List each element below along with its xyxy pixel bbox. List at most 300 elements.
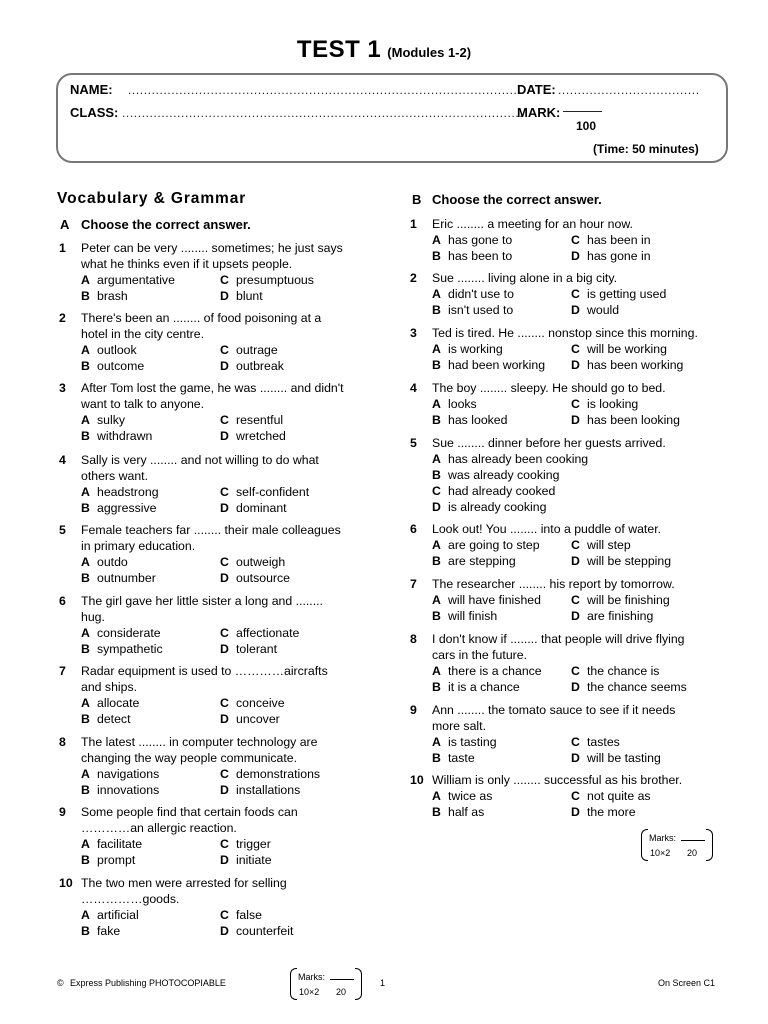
- question-stem-line: The girl gave her little sister a long and ........: [81, 594, 323, 608]
- option-a[interactable]: [432, 788, 492, 804]
- question-number: 10: [410, 773, 424, 787]
- option-text: are finishing: [587, 609, 654, 623]
- question-stem-line: Sue ........ dinner before her guests arrived.: [432, 436, 666, 450]
- option-text: isn't used to: [448, 303, 514, 317]
- option-d[interactable]: [571, 804, 636, 820]
- date-label: DATE:: [517, 82, 556, 97]
- option-text: prompt: [97, 853, 136, 867]
- option-text: blunt: [236, 289, 263, 303]
- option-text: it is a chance: [448, 680, 520, 694]
- class-field[interactable]: ......................................................................................................: [122, 106, 524, 120]
- option-text: resentful: [236, 413, 284, 427]
- question-stem: [81, 380, 369, 412]
- option-letter: B: [432, 805, 441, 819]
- copyright-symbol: ©: [57, 978, 64, 988]
- option-letter: A: [432, 397, 441, 411]
- option-text: the more: [587, 805, 636, 819]
- option-b[interactable]: [432, 357, 545, 373]
- option-c[interactable]: [571, 734, 620, 750]
- option-a[interactable]: [81, 836, 142, 852]
- option-letter: B: [81, 712, 90, 726]
- option-c[interactable]: [220, 836, 271, 852]
- option-d[interactable]: [220, 570, 290, 586]
- question-stem-line: Some people find that certain foods can: [81, 805, 298, 819]
- option-letter: D: [220, 783, 229, 797]
- option-a[interactable]: [432, 537, 540, 553]
- option-text: tastes: [587, 735, 620, 749]
- option-text: had been working: [448, 358, 546, 372]
- question-number: 9: [59, 805, 66, 819]
- option-c[interactable]: [571, 537, 631, 553]
- option-text: had already cooked: [448, 484, 556, 498]
- option-text: withdrawn: [97, 429, 153, 443]
- option-d[interactable]: [220, 782, 300, 798]
- option-d[interactable]: [220, 641, 277, 657]
- option-letter: D: [220, 924, 229, 938]
- question-stem-line: Peter can be very ........ sometimes; he just says: [81, 241, 343, 255]
- option-letter: B: [432, 358, 441, 372]
- question-stem: [81, 734, 369, 766]
- marks-total: 20: [336, 987, 347, 997]
- option-text: will step: [587, 538, 631, 552]
- option-letter: C: [220, 343, 229, 357]
- option-c[interactable]: [220, 272, 314, 288]
- option-letter: D: [571, 805, 580, 819]
- question-number: 2: [410, 271, 417, 285]
- mark-field[interactable]: ———: [563, 103, 602, 118]
- option-c[interactable]: [571, 396, 638, 412]
- option-letter: C: [571, 735, 580, 749]
- option-text: has been to: [448, 249, 513, 263]
- option-c[interactable]: [571, 232, 651, 248]
- option-letter: D: [571, 249, 580, 263]
- option-text: false: [236, 908, 262, 922]
- option-text: taste: [448, 751, 475, 765]
- option-letter: A: [81, 343, 90, 357]
- option-d[interactable]: [571, 608, 653, 624]
- option-a[interactable]: [81, 342, 137, 358]
- question-stem: [432, 435, 730, 451]
- option-b[interactable]: [432, 608, 497, 624]
- question-stem-line: in primary education.: [81, 539, 196, 553]
- option-text: there is a chance: [448, 664, 542, 678]
- option-letter: A: [432, 593, 441, 607]
- option-letter: A: [432, 789, 441, 803]
- option-letter: C: [571, 593, 580, 607]
- option-a[interactable]: [81, 412, 125, 428]
- option-a[interactable]: [81, 907, 139, 923]
- option-text: is already cooking: [448, 500, 547, 514]
- option-text: sulky: [97, 413, 126, 427]
- option-letter: B: [432, 751, 441, 765]
- option-letter: D: [220, 429, 229, 443]
- question-stem: [81, 240, 369, 272]
- option-d[interactable]: [571, 553, 671, 569]
- question-stem-line: Ann ........ the tomato sauce to see if it needs: [432, 703, 676, 717]
- option-letter: C: [571, 789, 580, 803]
- option-d[interactable]: [220, 923, 293, 939]
- option-text: has been working: [587, 358, 684, 372]
- option-text: demonstrations: [236, 767, 321, 781]
- question-stem: [432, 702, 730, 734]
- option-text: argumentative: [97, 273, 175, 287]
- question-number: 8: [59, 735, 66, 749]
- option-a[interactable]: [81, 484, 159, 500]
- name-field[interactable]: ....................................................................................................: [128, 83, 522, 97]
- option-letter: A: [432, 342, 441, 356]
- question-stem-line: ……………goods.: [81, 892, 180, 906]
- option-text: are stepping: [448, 554, 516, 568]
- option-b[interactable]: [81, 711, 131, 727]
- option-letter: A: [81, 767, 90, 781]
- option-b[interactable]: [432, 467, 559, 483]
- option-b[interactable]: [81, 852, 135, 868]
- option-letter: A: [81, 908, 90, 922]
- option-b[interactable]: [81, 288, 128, 304]
- option-letter: B: [81, 571, 90, 585]
- option-c[interactable]: [571, 592, 670, 608]
- option-text: the chance is: [587, 664, 660, 678]
- option-b[interactable]: [81, 641, 163, 657]
- option-text: has been in: [587, 233, 651, 247]
- option-a[interactable]: [432, 396, 477, 412]
- option-text: headstrong: [97, 485, 159, 499]
- option-text: trigger: [236, 837, 271, 851]
- option-c[interactable]: [220, 766, 320, 782]
- option-b[interactable]: [81, 500, 156, 516]
- option-text: will have finished: [448, 593, 541, 607]
- footer-marks-box: [290, 968, 362, 998]
- option-letter: D: [220, 642, 229, 656]
- option-letter: B: [81, 501, 90, 515]
- option-text: outrage: [236, 343, 278, 357]
- option-letter: C: [571, 287, 580, 301]
- question-stem-line: The latest ........ in computer technology are: [81, 735, 318, 749]
- option-text: will be tasting: [587, 751, 661, 765]
- option-d[interactable]: [220, 358, 284, 374]
- option-letter: A: [432, 664, 441, 678]
- marks-blank[interactable]: [681, 840, 705, 841]
- question-stem-line: others want.: [81, 469, 148, 483]
- option-c[interactable]: [220, 907, 262, 923]
- question-stem: [432, 216, 730, 232]
- option-letter: C: [571, 397, 580, 411]
- option-d[interactable]: [571, 302, 619, 318]
- option-c[interactable]: [220, 625, 299, 641]
- question-stem: [81, 310, 369, 342]
- option-letter: D: [571, 554, 580, 568]
- option-c[interactable]: [220, 342, 278, 358]
- question-stem: [432, 270, 730, 286]
- question-stem: [81, 804, 369, 836]
- question-stem: [432, 576, 730, 592]
- option-letter: B: [432, 249, 441, 263]
- option-letter: A: [81, 485, 90, 499]
- name-label: NAME:: [70, 82, 113, 97]
- question-number: 8: [410, 632, 417, 646]
- option-b[interactable]: [81, 782, 159, 798]
- marks-calc: 10×2: [299, 987, 320, 997]
- question-stem-line: The two men were arrested for selling: [81, 876, 287, 890]
- option-letter: A: [81, 626, 90, 640]
- option-letter: D: [571, 680, 580, 694]
- option-text: has already been cooking: [448, 452, 589, 466]
- question-stem-line: Female teachers far ........ their male colleagues: [81, 523, 341, 537]
- option-c[interactable]: [571, 341, 667, 357]
- question-stem-line: Sue ........ living alone in a big city.: [432, 271, 618, 285]
- option-letter: B: [432, 303, 441, 317]
- option-b[interactable]: [432, 248, 512, 264]
- question-stem-line: The boy ........ sleepy. He should go to bed.: [432, 381, 666, 395]
- marks-total: 20: [687, 848, 698, 858]
- option-a[interactable]: [432, 232, 512, 248]
- series-name: On Screen C1: [658, 978, 716, 988]
- option-text: didn't use to: [448, 287, 514, 301]
- option-text: looks: [448, 397, 477, 411]
- question-number: 4: [410, 381, 417, 395]
- option-letter: C: [220, 413, 229, 427]
- option-a[interactable]: [81, 695, 139, 711]
- option-a[interactable]: [432, 592, 541, 608]
- option-letter: D: [571, 413, 580, 427]
- question-stem-line: Look out! You ........ into a puddle of water.: [432, 522, 662, 536]
- option-a[interactable]: [432, 734, 497, 750]
- option-letter: C: [220, 837, 229, 851]
- option-letter: A: [81, 555, 90, 569]
- option-letter: C: [432, 484, 441, 498]
- option-text: self-confident: [236, 485, 310, 499]
- option-text: fake: [97, 924, 121, 938]
- option-letter: B: [81, 924, 90, 938]
- option-b[interactable]: [432, 553, 516, 569]
- section-heading: Vocabulary & Grammar: [57, 190, 247, 207]
- option-d[interactable]: [571, 357, 683, 373]
- page-number: 1: [380, 978, 386, 988]
- option-text: detect: [97, 712, 131, 726]
- option-d[interactable]: [220, 711, 280, 727]
- question-stem: [81, 452, 369, 484]
- test-title-text: TEST 1: [296, 36, 382, 63]
- option-text: has looked: [448, 413, 508, 427]
- question-stem-line: hug.: [81, 610, 105, 624]
- option-text: outcome: [97, 359, 145, 373]
- option-text: wretched: [236, 429, 286, 443]
- option-letter: B: [81, 783, 90, 797]
- option-c[interactable]: [571, 663, 659, 679]
- option-text: allocate: [97, 696, 140, 710]
- option-d[interactable]: [432, 499, 546, 515]
- option-text: are going to step: [448, 538, 540, 552]
- question-stem: [432, 631, 730, 663]
- question-number: 3: [59, 381, 66, 395]
- option-letter: B: [81, 853, 90, 867]
- option-b[interactable]: [81, 358, 144, 374]
- option-letter: C: [220, 485, 229, 499]
- option-letter: C: [220, 555, 229, 569]
- option-b[interactable]: [81, 923, 120, 939]
- option-c[interactable]: [220, 484, 309, 500]
- question-stem-line: There's been an ........ of food poisoning at a: [81, 311, 322, 325]
- option-b[interactable]: [432, 750, 475, 766]
- option-letter: C: [571, 233, 580, 247]
- option-letter: B: [432, 609, 441, 623]
- option-text: is tasting: [448, 735, 497, 749]
- question-stem-line: The researcher ........ his report by tomorrow.: [432, 577, 675, 591]
- option-letter: C: [220, 767, 229, 781]
- option-c[interactable]: [220, 554, 285, 570]
- question-stem-line: what he thinks even if it upsets people.: [81, 257, 293, 271]
- option-a[interactable]: [432, 286, 514, 302]
- option-letter: B: [432, 680, 441, 694]
- option-text: half as: [448, 805, 485, 819]
- option-letter: B: [81, 642, 90, 656]
- option-text: initiate: [236, 853, 272, 867]
- option-a[interactable]: [81, 554, 128, 570]
- question-number: 1: [410, 217, 417, 231]
- option-c[interactable]: [220, 695, 285, 711]
- option-text: is looking: [587, 397, 639, 411]
- question-number: 10: [59, 876, 73, 890]
- option-d[interactable]: [571, 750, 661, 766]
- option-text: outweigh: [236, 555, 286, 569]
- option-b[interactable]: [432, 679, 520, 695]
- question-number: 3: [410, 326, 417, 340]
- option-text: facilitate: [97, 837, 143, 851]
- option-d[interactable]: [571, 412, 680, 428]
- option-c[interactable]: [571, 286, 666, 302]
- option-letter: D: [220, 571, 229, 585]
- option-b[interactable]: [81, 428, 152, 444]
- question-number: 7: [410, 577, 417, 591]
- option-text: installations: [236, 783, 301, 797]
- option-a[interactable]: [81, 766, 159, 782]
- option-text: is working: [448, 342, 503, 356]
- option-d[interactable]: [220, 428, 286, 444]
- option-letter: C: [571, 664, 580, 678]
- option-d[interactable]: [571, 679, 687, 695]
- option-b[interactable]: [81, 570, 156, 586]
- option-c[interactable]: [432, 483, 555, 499]
- marks-blank[interactable]: [330, 979, 354, 980]
- question-stem: [81, 522, 369, 554]
- class-label: CLASS:: [70, 105, 119, 120]
- question-number: 2: [59, 311, 66, 325]
- option-letter: D: [220, 359, 229, 373]
- option-a[interactable]: [432, 663, 542, 679]
- option-text: is getting used: [587, 287, 667, 301]
- question-stem: [432, 380, 730, 396]
- question-stem-line: After Tom lost the game, he was ........ and didn't: [81, 381, 344, 395]
- option-text: outdo: [97, 555, 128, 569]
- question-number: 6: [59, 594, 66, 608]
- option-letter: D: [220, 853, 229, 867]
- option-letter: A: [81, 413, 90, 427]
- left-bracket: [641, 829, 648, 861]
- option-letter: D: [571, 303, 580, 317]
- option-letter: A: [81, 273, 90, 287]
- option-d[interactable]: [220, 852, 272, 868]
- mark-total: 100: [576, 119, 597, 133]
- part-b-marks-box: [641, 829, 713, 859]
- option-letter: C: [220, 696, 229, 710]
- option-c[interactable]: [220, 412, 283, 428]
- option-text: has been looking: [587, 413, 680, 427]
- option-text: affectionate: [236, 626, 300, 640]
- option-text: the chance seems: [587, 680, 687, 694]
- question-number: 4: [59, 453, 66, 467]
- option-letter: D: [220, 501, 229, 515]
- option-a[interactable]: [432, 341, 503, 357]
- option-letter: A: [432, 452, 441, 466]
- question-stem-line: William is only ........ successful as his brother.: [432, 773, 683, 787]
- modules-label: (Modules 1-2): [387, 45, 472, 60]
- marks-label: Marks:: [649, 833, 676, 843]
- option-text: will finish: [448, 609, 498, 623]
- option-a[interactable]: [81, 625, 161, 641]
- question-stem-line: changing the way people communicate.: [81, 751, 298, 765]
- question-number: 1: [59, 241, 66, 255]
- option-text: aggressive: [97, 501, 157, 515]
- option-text: counterfeit: [236, 924, 294, 938]
- option-b[interactable]: [432, 412, 507, 428]
- option-a[interactable]: [432, 451, 588, 467]
- option-text: outnumber: [97, 571, 156, 585]
- part-a-letter: A: [60, 217, 70, 232]
- option-text: has gone in: [587, 249, 651, 263]
- option-letter: D: [432, 500, 441, 514]
- question-stem-line: Ted is tired. He ........ nonstop since this morning.: [432, 326, 698, 340]
- question-stem-line: cars in the future.: [432, 648, 528, 662]
- option-d[interactable]: [571, 248, 651, 264]
- part-a-instruction: Choose the correct answer.: [81, 217, 251, 232]
- question-number: 7: [59, 664, 66, 678]
- marks-calc: 10×2: [650, 848, 671, 858]
- question-stem-line: want to talk to anyone.: [81, 397, 205, 411]
- option-letter: B: [432, 554, 441, 568]
- option-d[interactable]: [220, 288, 263, 304]
- date-field[interactable]: ....................................: [558, 83, 700, 97]
- part-b-letter: B: [412, 192, 422, 207]
- option-a[interactable]: [81, 272, 175, 288]
- option-letter: D: [220, 712, 229, 726]
- option-text: would: [587, 303, 620, 317]
- option-text: conceive: [236, 696, 285, 710]
- question-stem: [432, 521, 730, 537]
- mark-label: MARK:: [517, 105, 561, 120]
- option-d[interactable]: [220, 500, 287, 516]
- option-letter: A: [432, 287, 441, 301]
- question-stem: [432, 325, 730, 341]
- question-stem-line: …………an allergic reaction.: [81, 821, 237, 835]
- option-text: navigations: [97, 767, 160, 781]
- left-bracket: [290, 968, 297, 1000]
- option-text: will be working: [587, 342, 667, 356]
- question-stem-line: and ships.: [81, 680, 138, 694]
- option-text: has gone to: [448, 233, 513, 247]
- question-stem: [81, 593, 369, 625]
- question-stem-line: Eric ........ a meeting for an hour now.: [432, 217, 633, 231]
- option-text: will be finishing: [587, 593, 670, 607]
- option-text: twice as: [448, 789, 493, 803]
- option-text: outbreak: [236, 359, 284, 373]
- option-b[interactable]: [432, 302, 513, 318]
- option-b[interactable]: [432, 804, 484, 820]
- question-stem: [81, 663, 369, 695]
- option-letter: D: [571, 609, 580, 623]
- option-letter: C: [220, 908, 229, 922]
- option-c[interactable]: [571, 788, 651, 804]
- option-text: uncover: [236, 712, 280, 726]
